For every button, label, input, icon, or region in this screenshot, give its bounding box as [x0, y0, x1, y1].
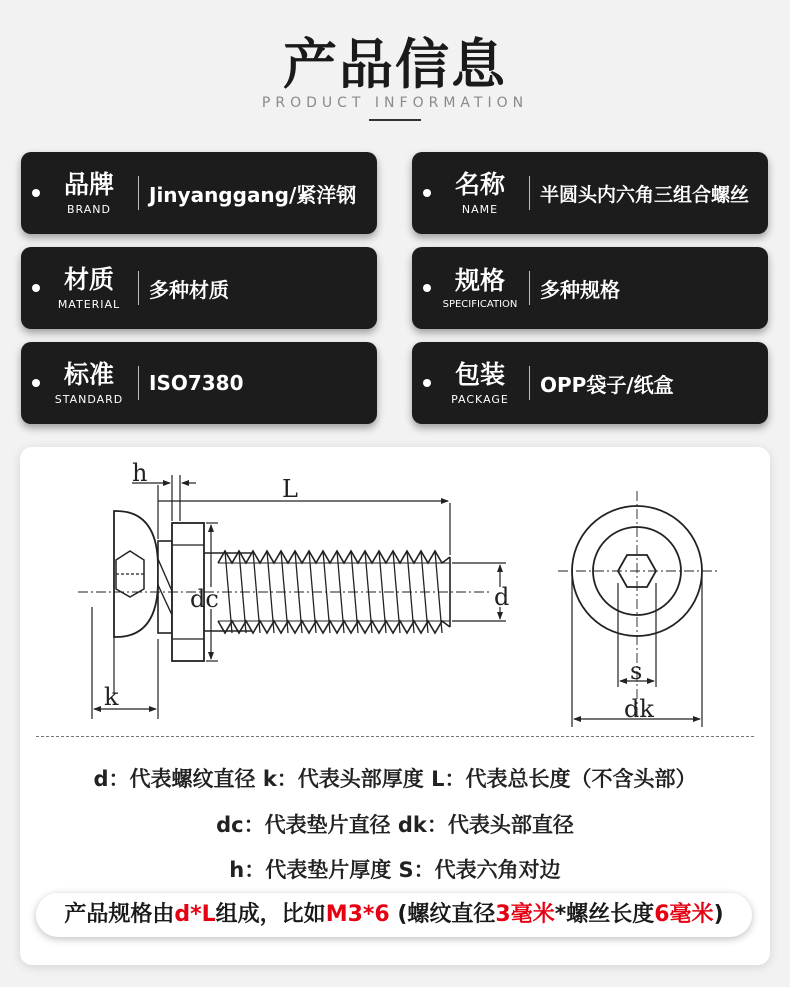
separator — [529, 366, 530, 400]
card-label — [431, 266, 529, 310]
title-underline — [369, 119, 421, 121]
label-cn: 名称 — [454, 170, 505, 199]
card-value: OPP袋子/纸盒 — [540, 372, 674, 397]
label-en: SPECIFICATION — [442, 299, 518, 310]
separator — [529, 271, 530, 305]
formula-highlight: 3毫米 — [495, 902, 555, 927]
card-label — [431, 360, 529, 406]
standard-card — [21, 342, 377, 424]
label-cn: 品牌 — [63, 170, 114, 199]
card-value: ISO7380 — [149, 371, 244, 395]
formula-text: ) — [713, 902, 724, 927]
name-card — [412, 152, 768, 234]
label-en: STANDARD — [54, 393, 124, 406]
spec-formula — [36, 893, 752, 937]
dim-label-h: h — [132, 459, 148, 487]
bullet-dot — [423, 379, 431, 387]
formula-text: (螺纹直径 — [389, 902, 496, 927]
separator — [138, 271, 139, 305]
material-card — [21, 247, 377, 329]
card-value: Jinyanggang/紧洋钢 — [149, 182, 357, 207]
label-en: BRAND — [67, 203, 111, 216]
screw-dimension-drawing — [20, 447, 770, 732]
dim-label-L: L — [282, 475, 298, 503]
bullet-dot — [32, 379, 40, 387]
brand-card — [21, 152, 377, 234]
formula-text: 产品规格由 — [64, 902, 175, 927]
separator — [138, 366, 139, 400]
dimension-panel — [20, 447, 770, 965]
card-label — [40, 360, 138, 406]
label-cn: 规格 — [454, 266, 505, 295]
specification-card — [412, 247, 768, 329]
bullet-dot — [32, 189, 40, 197]
card-label — [431, 170, 529, 216]
card-value: 半圆头内六角三组合螺丝 — [540, 183, 750, 206]
dashed-divider — [36, 736, 754, 737]
formula-text: 组成，比如 — [215, 902, 326, 927]
formula-text: *螺丝长度 — [554, 902, 655, 927]
formula-highlight: d*L — [174, 902, 216, 927]
legend-line-3: h：代表垫片厚度 S：代表六角对边 — [229, 858, 561, 882]
dim-label-k: k — [104, 683, 119, 711]
dim-label-s: s — [630, 657, 643, 685]
card-label — [40, 170, 138, 216]
package-card — [412, 342, 768, 424]
legend-line-2: dc：代表垫片直径 dk：代表头部直径 — [216, 813, 574, 837]
formula-highlight: M3*6 — [325, 902, 390, 927]
separator — [529, 176, 530, 210]
formula-highlight: 6毫米 — [654, 902, 714, 927]
label-en: NAME — [461, 203, 499, 216]
label-en: PACKAGE — [451, 393, 509, 406]
card-label — [40, 265, 138, 311]
bullet-dot — [423, 284, 431, 292]
dim-label-dc: dc — [190, 585, 219, 613]
bullet-dot — [32, 284, 40, 292]
label-cn: 包装 — [454, 360, 505, 389]
page-title: 产品信息 — [283, 33, 507, 96]
dim-label-dk: dk — [624, 695, 654, 723]
label-cn: 材质 — [63, 265, 114, 294]
label-en: MATERIAL — [57, 298, 121, 311]
label-cn: 标准 — [63, 360, 114, 389]
dim-label-d: d — [494, 583, 510, 611]
card-value: 多种规格 — [540, 277, 620, 302]
legend-line-1: d：代表螺纹直径 k：代表头部厚度 L：代表总长度（不含头部） — [93, 767, 697, 791]
separator — [138, 176, 139, 210]
bullet-dot — [423, 189, 431, 197]
page-subtitle: PRODUCT INFORMATION — [261, 95, 529, 111]
card-value: 多种材质 — [149, 277, 229, 302]
